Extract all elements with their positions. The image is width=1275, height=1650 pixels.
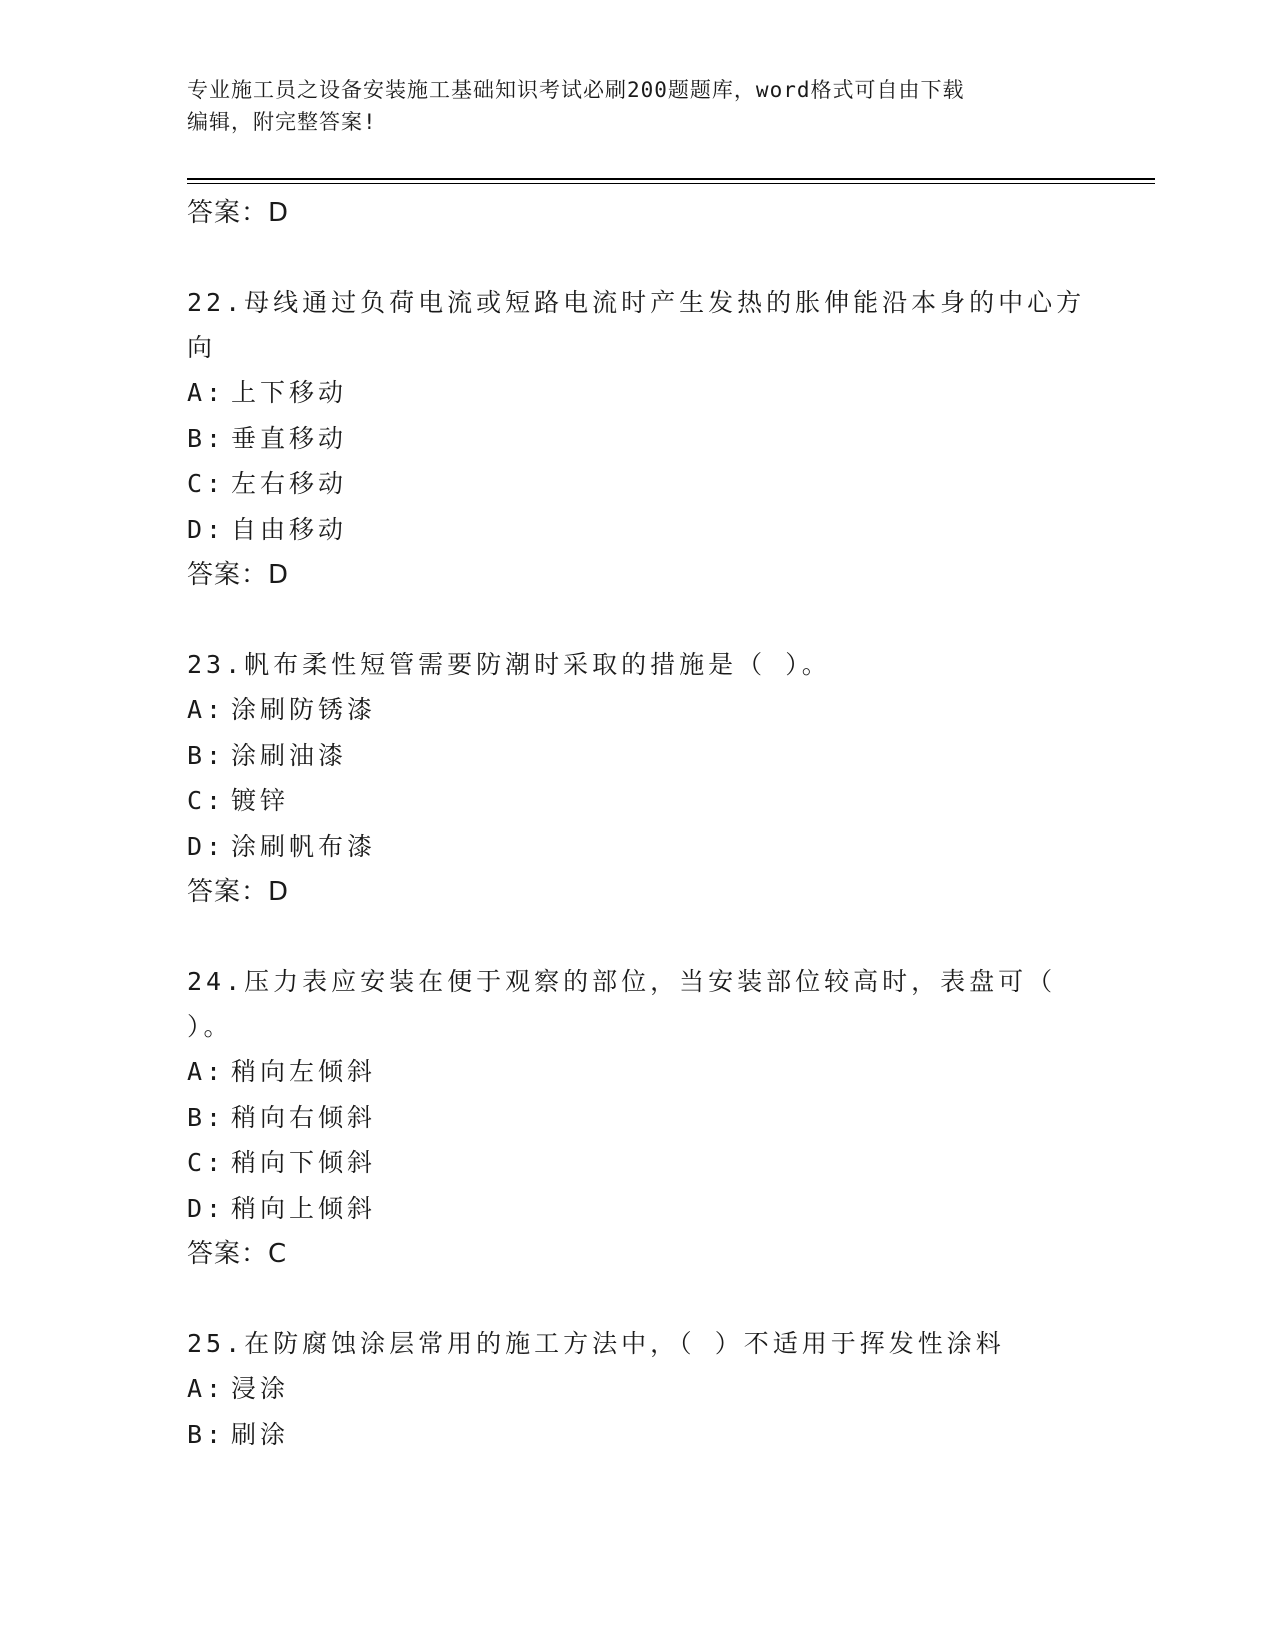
document-header: [187, 74, 1087, 138]
question-22: [187, 280, 1087, 598]
option-d: [187, 507, 1087, 553]
option-b: [187, 1095, 1087, 1141]
option-text: 涂刷油漆: [231, 740, 348, 770]
header-line-1: 专业施工员之设备安装施工基础知识考试必刷200题题库，word格式可自由下载: [187, 78, 965, 102]
option-letter: B:: [187, 1419, 226, 1449]
option-b: [187, 416, 1087, 462]
option-d: [187, 824, 1087, 870]
option-letter: B:: [187, 1102, 226, 1132]
option-letter: C:: [187, 469, 226, 498]
answer-line: 答案：D: [187, 198, 290, 228]
answer-line: 答案：C: [187, 1239, 288, 1269]
option-d: [187, 1186, 1087, 1232]
option-text: 稍向左倾斜: [231, 1057, 377, 1086]
question-23: [187, 642, 1087, 915]
option-text: 稍向上倾斜: [231, 1193, 377, 1223]
answer-line: 答案：D: [187, 560, 290, 590]
header-divider-thin: [187, 183, 1155, 184]
option-b: [187, 733, 1087, 779]
header-line-2: 编辑，附完整答案!: [187, 110, 377, 134]
option-letter: D:: [187, 1193, 226, 1223]
option-text: 左右移动: [231, 469, 348, 498]
option-c: [187, 778, 1087, 824]
question-stem-continued: ）。: [187, 1012, 233, 1041]
question-stem: 24.压力表应安装在便于观察的部位，当安装部位较高时，表盘可（: [187, 967, 1057, 996]
option-b: [187, 1412, 1087, 1458]
option-text: 上下移动: [231, 378, 348, 407]
question-stem: 22.母线通过负荷电流或短路电流时产生发热的胀伸能沿本身的中心方: [187, 288, 1086, 317]
answer-line: 答案：D: [187, 877, 290, 907]
option-letter: B:: [187, 740, 226, 770]
option-text: 涂刷帆布漆: [231, 831, 377, 861]
question-25: [187, 1321, 1087, 1457]
document-body: [187, 190, 1087, 1457]
option-text: 自由移动: [231, 514, 348, 544]
option-text: 浸涂: [231, 1374, 290, 1403]
option-letter: D:: [187, 514, 226, 544]
option-text: 刷涂: [231, 1419, 290, 1449]
option-letter: C:: [187, 1148, 226, 1177]
option-text: 稍向下倾斜: [231, 1148, 377, 1177]
option-a: [187, 370, 1087, 416]
question-24: [187, 959, 1087, 1277]
header-divider-thick: [187, 178, 1155, 180]
question-stem-continued: 向: [187, 333, 217, 362]
option-c: [187, 461, 1087, 507]
option-letter: A:: [187, 1057, 226, 1086]
option-letter: A:: [187, 1374, 226, 1403]
option-a: [187, 1049, 1087, 1095]
option-letter: A:: [187, 695, 226, 724]
option-a: [187, 687, 1087, 733]
question-stem: 23.帆布柔性短管需要防潮时采取的措施是（ ）。: [187, 650, 831, 679]
option-letter: C:: [187, 786, 226, 815]
question-stem: 25.在防腐蚀涂层常用的施工方法中，（ ）不适用于挥发性涂料: [187, 1329, 1005, 1358]
option-text: 镀锌: [231, 786, 290, 815]
option-text: 垂直移动: [231, 423, 348, 453]
option-letter: A:: [187, 378, 226, 407]
option-c: [187, 1140, 1087, 1186]
option-letter: D:: [187, 831, 226, 861]
option-text: 稍向右倾斜: [231, 1102, 377, 1132]
option-letter: B:: [187, 423, 226, 453]
option-a: [187, 1366, 1087, 1412]
option-text: 涂刷防锈漆: [231, 695, 377, 724]
